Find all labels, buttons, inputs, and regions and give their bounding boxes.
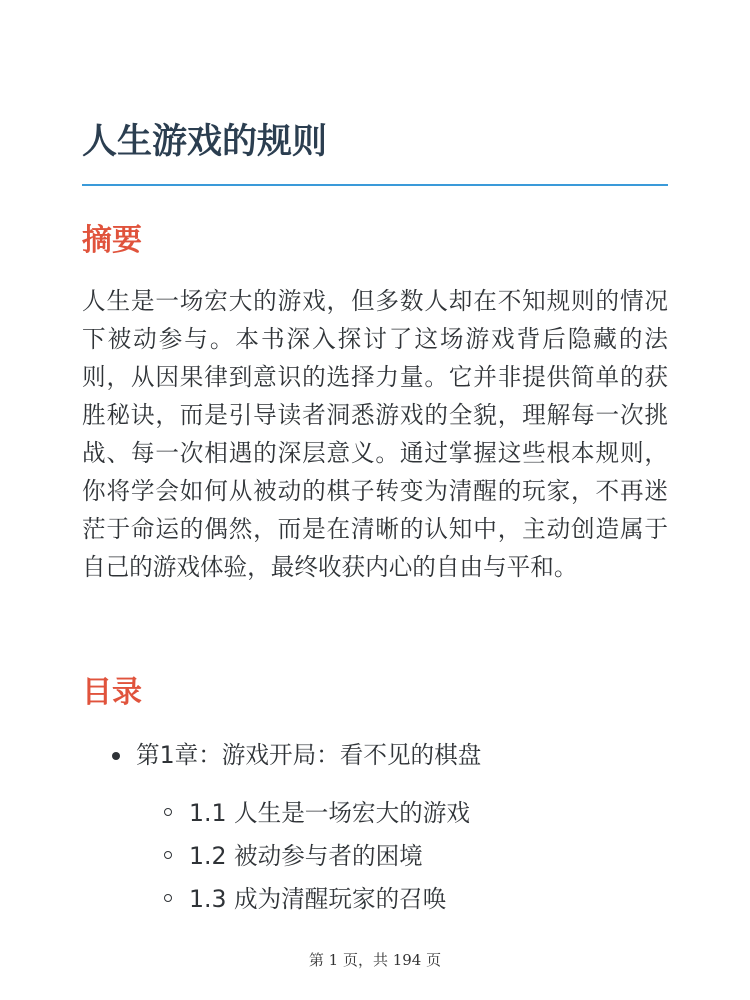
title-divider	[82, 184, 668, 186]
toc-section-label: 1.1 人生是一场宏大的游戏	[189, 799, 470, 827]
toc-section-item[interactable]	[162, 880, 470, 918]
bullet-disc-icon	[112, 752, 120, 760]
toc-section-item[interactable]	[162, 794, 470, 832]
bullet-circle-icon	[164, 894, 172, 902]
toc-section-label: 1.2 被动参与者的困境	[189, 842, 423, 870]
book-title: 人生游戏的规则	[82, 122, 328, 162]
abstract-paragraph: 人生是一场宏大的游戏，但多数人却在不知规则的情况下被动参与。本书深入探讨了这场游戏背后隐藏的法则，从因果律到意识的选择力量。它并非提供简单的获胜秘诀，而是引导读者洞悉游戏的全貌，理解每一次挑战、每一次相遇的深层意义。通过掌握这些根本规则，你将学会如何从被动的棋子转变为清醒的玩家，不再迷茫于命运的偶然，而是在清晰的认知中，主动创造属于自己的游戏体验，最终收获内心的自由与平和。	[82, 287, 668, 581]
bullet-circle-icon	[164, 808, 172, 816]
bullet-circle-icon	[164, 851, 172, 859]
document-page	[82, 0, 668, 1000]
toc-section-label: 1.3 成为清醒玩家的召唤	[189, 885, 447, 913]
page-number-footer: 第 1 页，共 194 页	[308, 951, 442, 969]
toc-section-list	[162, 794, 470, 923]
toc-chapter-item[interactable]	[108, 736, 481, 774]
toc-chapter-label: 第1章：游戏开局：看不见的棋盘	[136, 741, 482, 769]
toc-section-item[interactable]	[162, 837, 470, 875]
abstract-heading: 摘要	[82, 223, 142, 258]
toc-chapter-list	[108, 736, 481, 774]
toc-heading: 目录	[82, 675, 142, 710]
